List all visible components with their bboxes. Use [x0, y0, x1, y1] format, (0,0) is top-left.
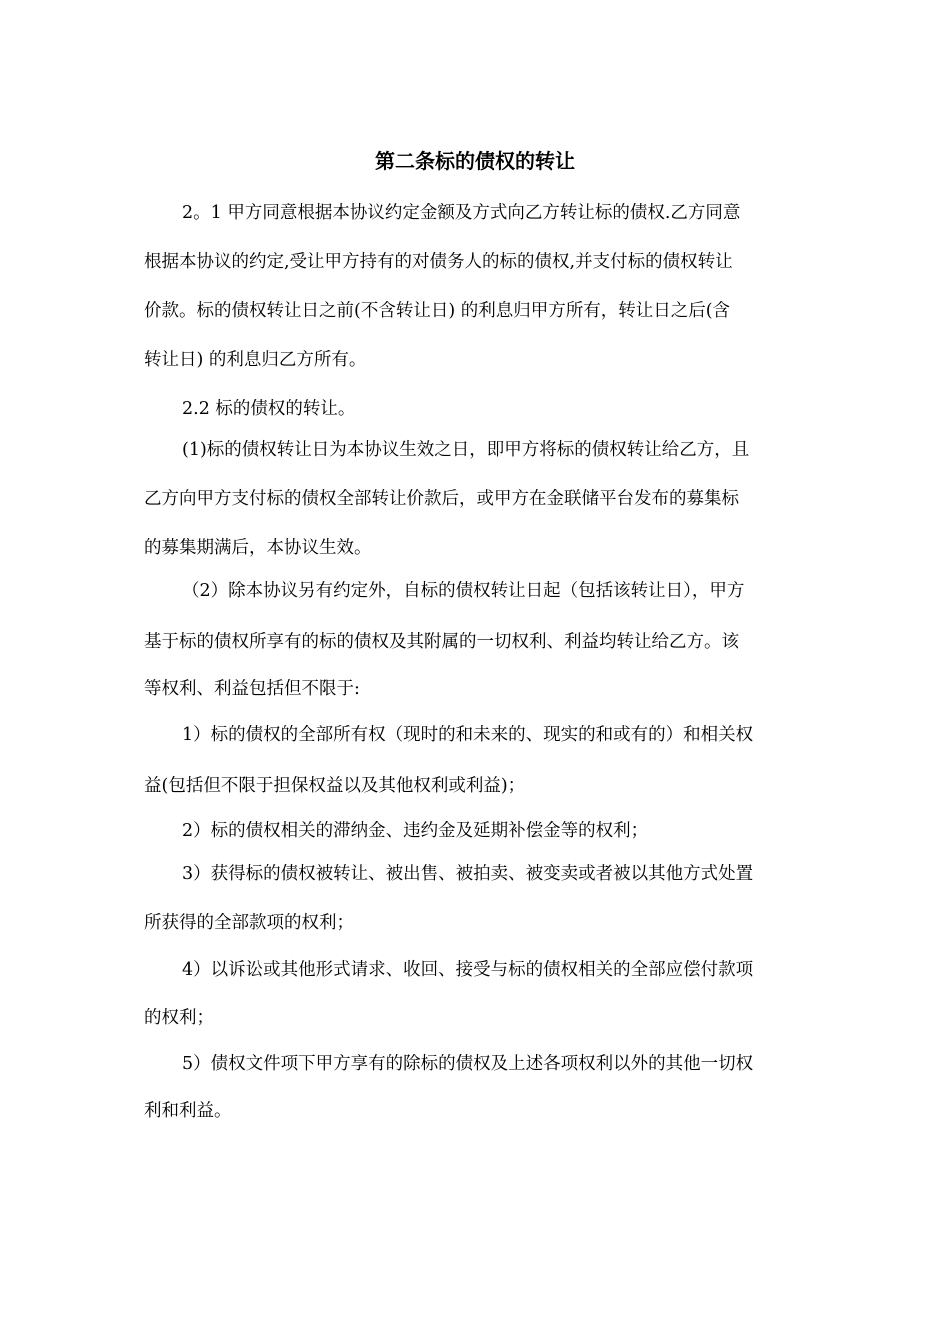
- clause-2-line-2: 基于标的债权所享有的标的债权及其附属的一切权利、利益均转让给乙方。该: [144, 632, 739, 652]
- item-1-line-1: 1）标的债权的全部所有权（现时的和未来的、现实的和或有的）和相关权: [182, 725, 754, 745]
- paragraph-2-1-line-1: 2。1 甲方同意根据本协议约定金额及方式向乙方转让标的债权.乙方同意: [182, 203, 741, 223]
- clause-1-line-3: 的募集期满后，本协议生效。: [144, 538, 372, 558]
- item-2-line-1: 2）标的债权相关的滞纳金、违约金及延期补偿金等的权利；: [182, 821, 649, 841]
- paragraph-2-2-heading: 2.2 标的债权的转让。: [182, 399, 356, 419]
- clause-1-line-2: 乙方向甲方支付标的债权全部转让价款后，或甲方在金联储平台发布的募集标: [144, 489, 739, 509]
- clause-2-line-1: （2）除本协议另有约定外，自标的债权转让日起（包括该转让日），甲方: [182, 581, 745, 601]
- paragraph-2-1-line-3: 价款。标的债权转让日之前(不含转让日) 的利息归甲方所有，转让日之后(含: [144, 301, 731, 321]
- item-3-line-2: 所获得的全部款项的权利；: [144, 913, 354, 933]
- clause-2-line-3: 等权利、利益包括但不限于:: [144, 679, 360, 699]
- item-5-line-2: 利和利益。: [144, 1101, 232, 1121]
- item-4-line-2: 的权利；: [144, 1008, 214, 1028]
- document-title: 第二条标的债权的转让: [375, 149, 575, 173]
- item-3-line-1: 3）获得标的债权被转让、被出售、被拍卖、被变卖或者被以其他方式处置: [182, 864, 754, 884]
- clause-1-line-1: (1)标的债权转让日为本协议生效之日，即甲方将标的债权转让给乙方，且: [182, 440, 750, 460]
- paragraph-2-1-line-2: 根据本协议的约定,受让甲方持有的对债务人的标的债权,并支付标的债权转让: [144, 252, 733, 272]
- item-4-line-1: 4）以诉讼或其他形式请求、收回、接受与标的债权相关的全部应偿付款项: [182, 960, 754, 980]
- paragraph-2-1-line-4: 转让日) 的利息归乙方所有。: [144, 350, 367, 370]
- item-1-line-2: 益(包括但不限于担保权益以及其他权利或利益)；: [144, 776, 526, 796]
- item-5-line-1: 5）债权文件项下甲方享有的除标的债权及上述各项权利以外的其他一切权: [182, 1054, 754, 1074]
